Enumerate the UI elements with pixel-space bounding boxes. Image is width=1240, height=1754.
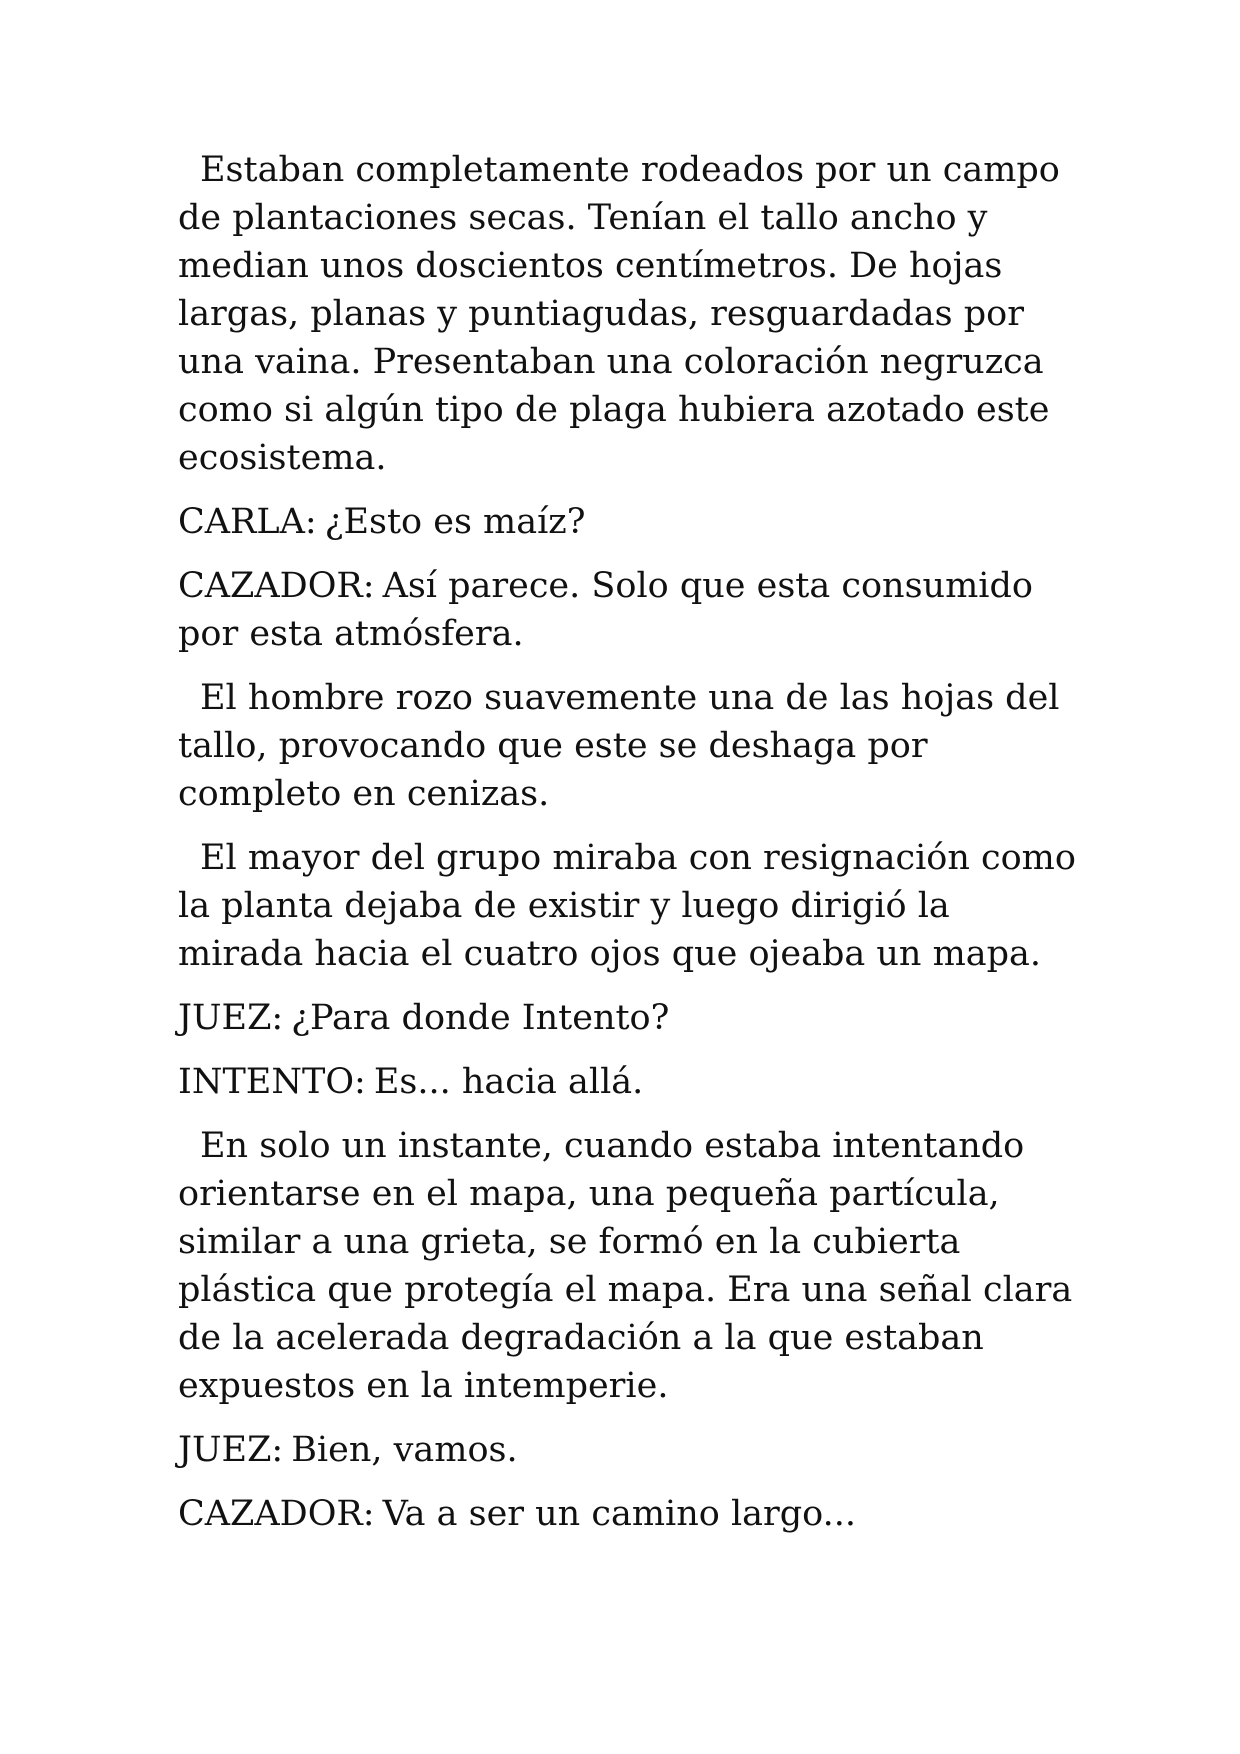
page-text	[178, 146, 1078, 1554]
dialogue-text: ¿Esto es maíz?	[324, 502, 586, 542]
dialogue-line	[178, 1490, 1078, 1538]
narrative-paragraph: El mayor del grupo miraba con resignación como la planta dejaba de existir y luego dirigió la mirada hacia el cuatro ojos que ojeaba un mapa.	[178, 838, 1076, 974]
speaker-name: CAZADOR:	[178, 1494, 375, 1534]
narrative-paragraph: Estaban completamente rodeados por un campo de plantaciones secas. Tenían el tallo ancho y median unos doscientos centímetros. De hojas largas, planas y puntiagudas, resguardadas por una vaina. Presentaban una coloración negruzca como si algún tipo de plaga hubiera azotado este ecosistema.	[178, 150, 1060, 478]
dialogue-line	[178, 1058, 1078, 1106]
speaker-name: INTENTO:	[178, 1062, 366, 1102]
narrative-paragraph: El hombre rozo suavemente una de las hojas del tallo, provocando que este se deshaga por completo en cenizas.	[178, 678, 1060, 814]
dialogue-line	[178, 562, 1078, 658]
speaker-name: CAZADOR:	[178, 566, 375, 606]
dialogue-text: Es... hacia allá.	[373, 1062, 644, 1102]
dialogue-text: Va a ser un camino largo...	[382, 1494, 856, 1534]
speaker-name: CARLA:	[178, 502, 317, 542]
speaker-name: JUEZ:	[178, 998, 284, 1038]
dialogue-text: ¿Para donde Intento?	[291, 998, 670, 1038]
dialogue-line	[178, 498, 1078, 546]
speaker-name: JUEZ:	[178, 1430, 284, 1470]
dialogue-line	[178, 994, 1078, 1042]
dialogue-text: Así parece. Solo que esta consumido por esta atmósfera.	[178, 566, 1033, 654]
narrative-paragraph: En solo un instante, cuando estaba intentando orientarse en el mapa, una pequeña partícula, similar a una grieta, se formó en la cubierta plástica que protegía el mapa. Era una señal clara de la acelerada degradación a la que estaban expuestos en la intemperie.	[178, 1126, 1073, 1406]
dialogue-text: Bien, vamos.	[291, 1430, 518, 1470]
dialogue-line	[178, 1426, 1078, 1474]
